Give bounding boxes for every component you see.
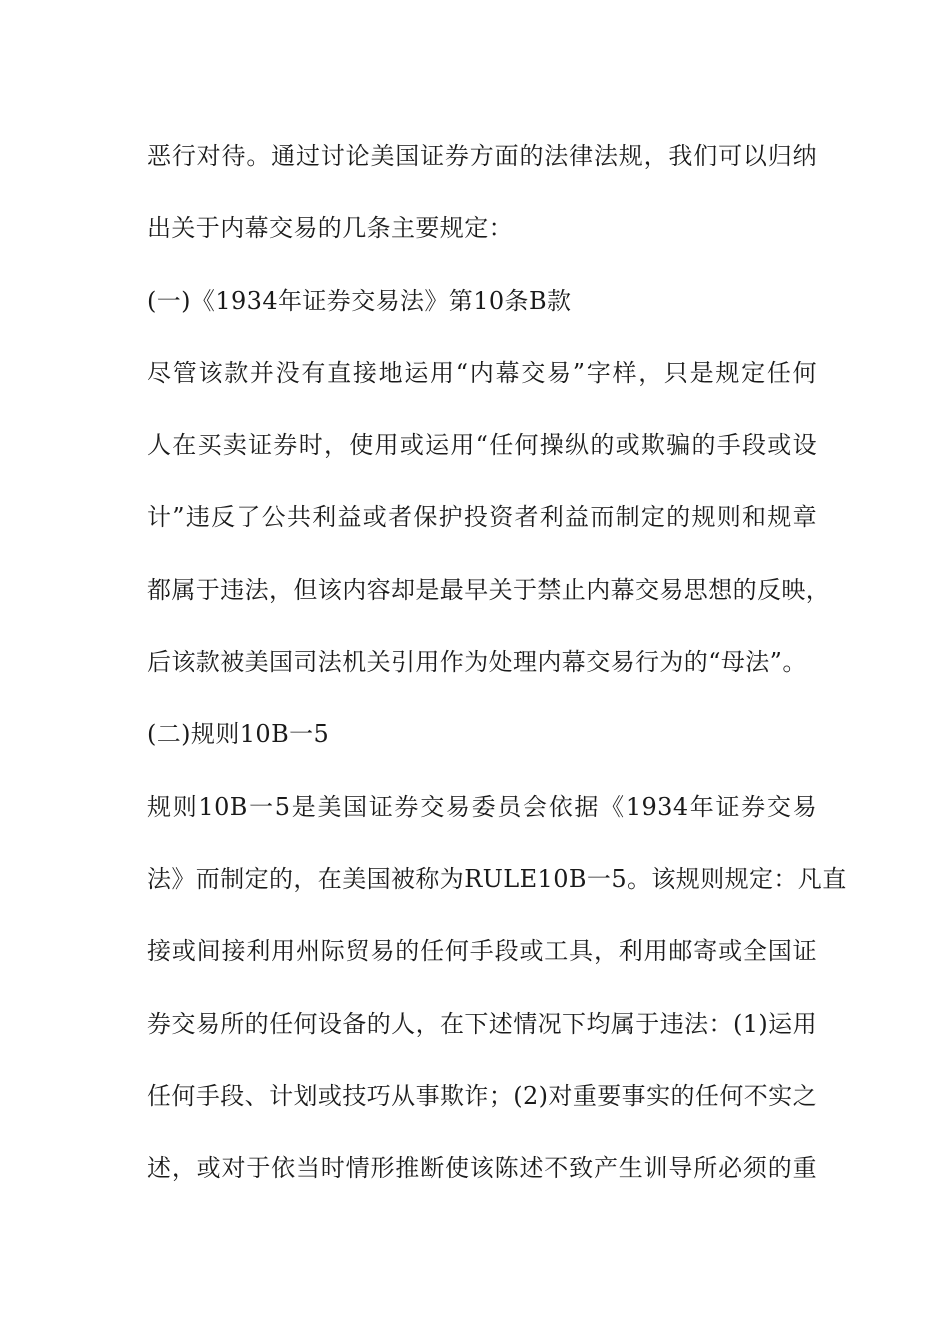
text-line: 法》而制定的，在美国被称为RULE10B一5。该规则规定：凡直 (147, 864, 847, 893)
text-line: 都属于违法，但该内容却是最早关于禁止内幕交易思想的反映， (147, 575, 831, 604)
text-line: 接或间接利用州际贸易的任何手段或工具，利用邮寄或全国证 (147, 937, 817, 966)
section-heading: (二)规则10B一5 (147, 720, 330, 749)
text-line: 述，或对于依当时情形推断使该陈述不致产生训导所必须的重 (147, 1154, 817, 1183)
text-line: 人在买卖证券时，使用或运用“任何操纵的或欺骗的手段或设 (147, 431, 817, 460)
text-line: 规则10B一5是美国证券交易委员会依据《1934年证券交易 (147, 792, 817, 821)
text-line: 恶行对待。通过讨论美国证券方面的法律法规，我们可以归纳 (147, 142, 817, 170)
text-line: 尽管该款并没有直接地运用“内幕交易”字样，只是规定任何 (147, 358, 817, 387)
text-line: 券交易所的任何设备的人，在下述情况下均属于违法：(1)运用 (147, 1009, 817, 1038)
document-body (147, 132, 847, 1216)
text-line: 后该款被美国司法机关引用作为处理内幕交易行为的“母法”。 (147, 648, 807, 677)
section-heading: (一)《1934年证券交易法》第10条B款 (147, 286, 572, 315)
text-line: 计”违反了公共利益或者保护投资者利益而制定的规则和规章 (147, 503, 817, 532)
text-line: 出关于内幕交易的几条主要规定： (147, 214, 513, 243)
text-line: 任何手段、计划或技巧从事欺诈；(2)对重要事实的任何不实之 (147, 1081, 817, 1110)
